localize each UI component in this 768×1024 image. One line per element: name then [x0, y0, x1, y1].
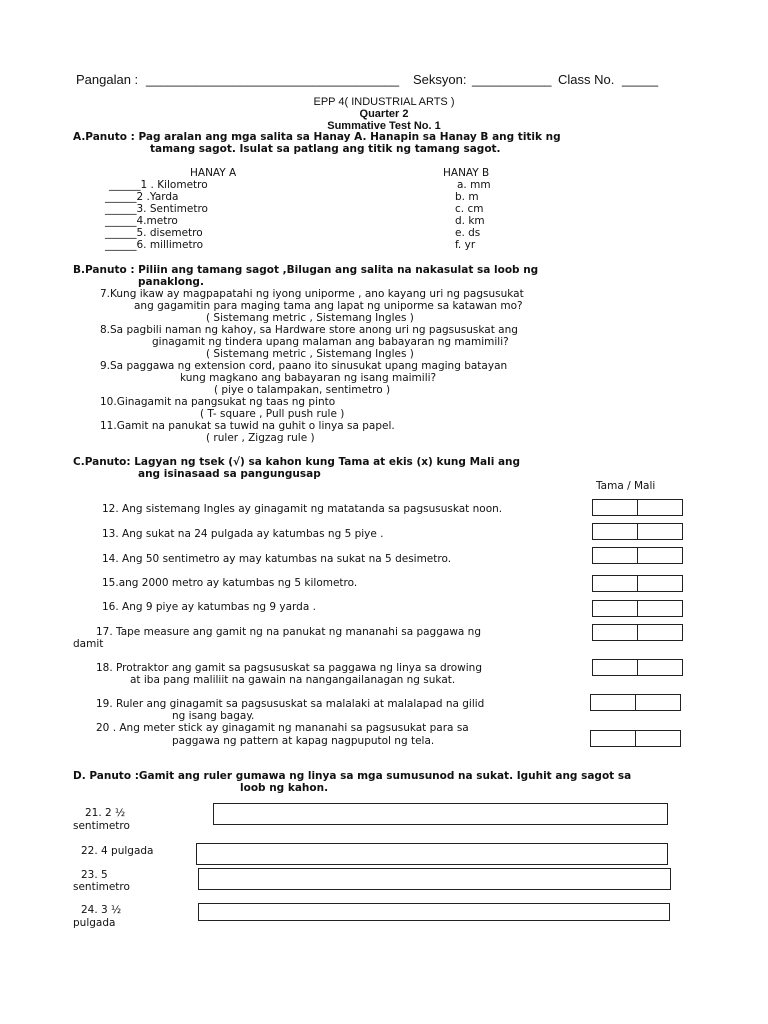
part-c-item: 15.ang 2000 metro ay katumbas ng 5 kilometro.: [102, 577, 358, 589]
line-answer-box[interactable]: [196, 843, 668, 865]
title-test: Summative Test No. 1: [327, 120, 441, 132]
section-blank[interactable]: ___________: [472, 72, 552, 87]
part-b-line: ginagamit ng tindera upang malaman ang babayaran ng mamimili?: [152, 336, 509, 348]
part-d-item-number: 23. 5: [81, 869, 108, 881]
tama-box[interactable]: [592, 600, 638, 617]
hanay-a-header: HANAY A: [190, 167, 237, 179]
part-a-instruction-2: tamang sagot. Isulat sa patlang ang titik ng tamang sagot.: [150, 143, 501, 155]
section-label: Seksyon:: [413, 72, 467, 87]
mali-box[interactable]: [637, 600, 683, 617]
part-c-item-cont: ng isang bagay.: [172, 710, 255, 722]
hanay-b-item: b. m: [455, 191, 479, 203]
line-answer-box[interactable]: [198, 868, 671, 890]
mali-box[interactable]: [637, 624, 683, 641]
part-c-item: 14. Ang 50 sentimetro ay may katumbas na sukat na 5 desimetro.: [102, 553, 452, 565]
part-c-item: 19. Ruler ang ginagamit sa pagsususkat sa malalaki at malalapad na gilid: [96, 698, 485, 710]
part-b-choices: ( Sistemang metric , Sistemang Ingles ): [206, 348, 414, 360]
part-d-item-number: 21. 2 ½: [85, 807, 126, 819]
part-c-item: 18. Protraktor ang gamit sa pagsususkat sa paggawa ng linya sa drowing: [96, 662, 482, 674]
part-d-item-number: 22. 4 pulgada: [81, 845, 154, 857]
hanay-b-item: a. mm: [457, 179, 491, 191]
part-c-item: 12. Ang sistemang Ingles ay ginagamit ng matatanda sa pagsususkat noon.: [102, 503, 503, 515]
mali-box[interactable]: [635, 694, 681, 711]
mali-box[interactable]: [637, 659, 683, 676]
class-blank[interactable]: _____: [622, 72, 659, 87]
part-b-choices: ( piye o talampakan, sentimetro ): [214, 384, 391, 396]
part-c-item: 16. Ang 9 piye ay katumbas ng 9 yarda .: [102, 601, 316, 613]
tama-box[interactable]: [592, 547, 638, 564]
part-b-line: 8.Sa pagbili naman ng kahoy, sa Hardware store anong uri ng pagsususkat ang: [100, 324, 518, 336]
title-subject: EPP 4( INDUSTRIAL ARTS ): [313, 96, 455, 108]
tama-box[interactable]: [592, 624, 638, 641]
part-c-item-cont: paggawa ng pattern at kapag nagpuputol ng tela.: [172, 735, 435, 747]
part-b-line: 10.Ginagamit na pangsukat ng taas ng pinto: [100, 396, 336, 408]
hanay-a-item: ______5. disemetro: [105, 227, 203, 239]
tama-box[interactable]: [590, 694, 636, 711]
part-b-choices: ( Sistemang metric , Sistemang Ingles ): [206, 312, 414, 324]
part-b-line: ang gagamitin para maging tama ang lapat ng uniporme sa katawan mo?: [134, 300, 523, 312]
tama-box[interactable]: [592, 659, 638, 676]
mali-box[interactable]: [637, 523, 683, 540]
hanay-b-header: HANAY B: [443, 167, 490, 179]
mali-box[interactable]: [637, 499, 683, 516]
part-a-instruction-1: A.Panuto : Pag aralan ang mga salita sa Hanay A. Hanapin sa Hanay B ang titik ng: [73, 131, 561, 143]
class-label: Class No.: [558, 72, 615, 87]
tama-box[interactable]: [592, 499, 638, 516]
part-c-item-cont: at iba pang maliliit na gawain na nangangailanagan ng sukat.: [130, 674, 456, 686]
part-d-instruction-1: D. Panuto :Gamit ang ruler gumawa ng linya sa mga sumusunod na sukat. Iguhit ang sagot sa: [73, 770, 632, 782]
part-d-instruction-2: loob ng kahon.: [240, 782, 329, 794]
part-d-item-unit: sentimetro: [73, 820, 130, 832]
hanay-b-item: d. km: [455, 215, 485, 227]
hanay-b-item: e. ds: [455, 227, 481, 239]
part-c-instruction-2: ang isinasaad sa pangungusap: [138, 468, 321, 480]
part-c-item-cont: damit: [73, 638, 104, 650]
part-c-item: 20 . Ang meter stick ay ginagamit ng mananahi sa pagsusukat para sa: [96, 722, 469, 734]
part-b-line: kung magkano ang babayaran ng isang maimili?: [180, 372, 437, 384]
part-b-line: 9.Sa paggawa ng extension cord, paano ito sinusukat upang maging batayan: [100, 360, 508, 372]
name-label: Pangalan :: [76, 72, 139, 87]
part-c-item: 17. Tape measure ang gamit ng na panukat ng mananahi sa paggawa ng: [96, 626, 482, 638]
name-blank[interactable]: ___________________________________: [146, 72, 400, 87]
line-answer-box[interactable]: [198, 903, 670, 921]
mali-box[interactable]: [635, 730, 681, 747]
tama-mali-header: Tama / Mali: [596, 480, 656, 492]
part-d-item-number: 24. 3 ½: [81, 904, 122, 916]
part-d-item-unit: pulgada: [73, 917, 116, 929]
part-b-line: 7.Kung ikaw ay magpapatahi ng iyong uniporme , ano kayang uri ng pagsusukat: [100, 288, 524, 300]
part-c-instruction-1: C.Panuto: Lagyan ng tsek (√) sa kahon kung Tama at ekis (x) kung Mali ang: [73, 456, 521, 468]
tama-box[interactable]: [592, 575, 638, 592]
part-c-item: 13. Ang sukat na 24 pulgada ay katumbas ng 5 piye .: [102, 528, 384, 540]
hanay-b-item: c. cm: [455, 203, 484, 215]
title-quarter: Quarter 2: [359, 108, 409, 120]
tama-box[interactable]: [590, 730, 636, 747]
hanay-a-item: ______1 . Kilometro: [109, 179, 208, 191]
hanay-a-item: ______2 .Yarda: [105, 191, 179, 203]
tama-box[interactable]: [592, 523, 638, 540]
part-d-item-unit: sentimetro: [73, 881, 130, 893]
part-b-choices: ( T- square , Pull push rule ): [200, 408, 345, 420]
hanay-a-item: ______3. Sentimetro: [105, 203, 208, 215]
hanay-a-item: ______4.metro: [105, 215, 178, 227]
part-b-choices: ( ruler , Zigzag rule ): [206, 432, 315, 444]
mali-box[interactable]: [637, 575, 683, 592]
part-b-line: 11.Gamit na panukat sa tuwid na guhit o linya sa papel.: [100, 420, 395, 432]
part-b-instruction-1: B.Panuto : Piliin ang tamang sagot ,Bilugan ang salita na nakasulat sa loob ng: [73, 264, 539, 276]
hanay-a-item: ______6. millimetro: [105, 239, 204, 251]
line-answer-box[interactable]: [213, 803, 668, 825]
hanay-b-item: f. yr: [455, 239, 476, 251]
part-b-instruction-2: panaklong.: [138, 276, 204, 288]
mali-box[interactable]: [637, 547, 683, 564]
